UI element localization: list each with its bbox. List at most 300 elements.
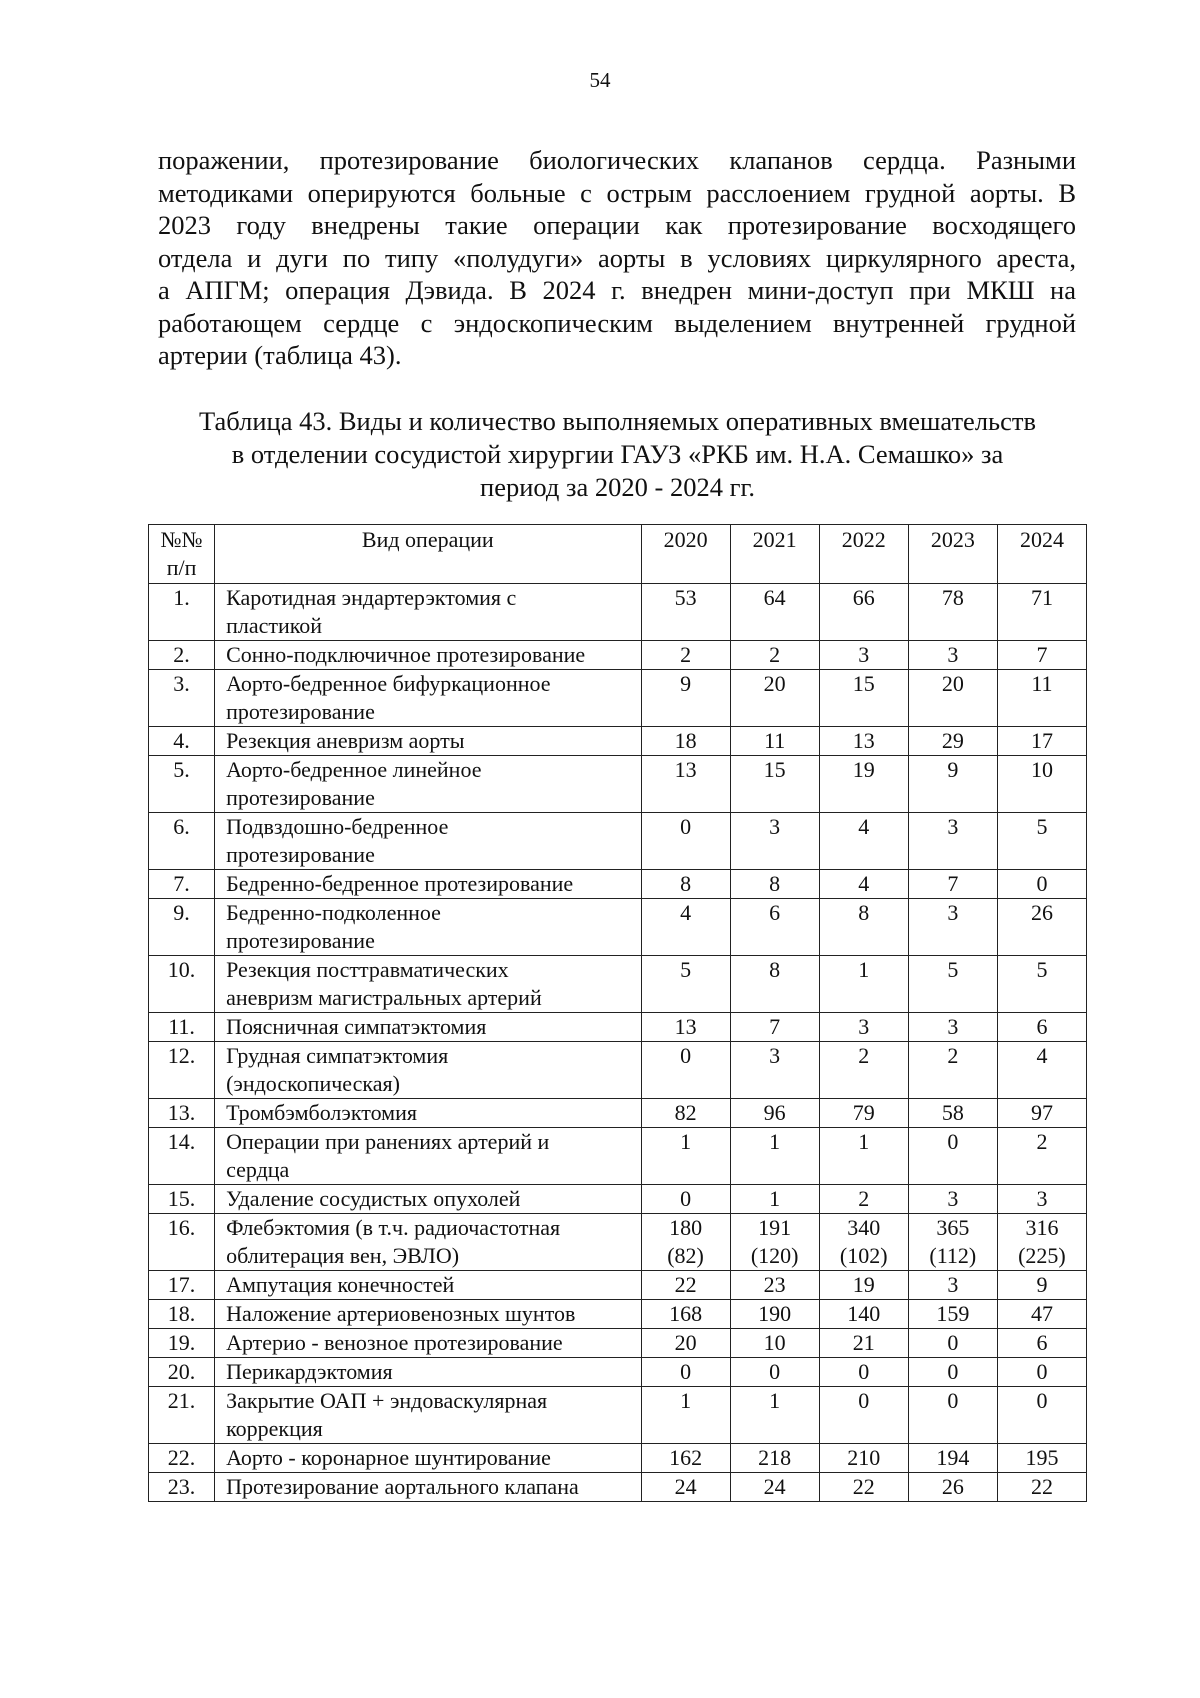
year-value-line: (120) [750, 1243, 799, 1268]
table-row [149, 1444, 1087, 1473]
year-value-line: 3 [947, 814, 959, 839]
operation-name-line: облитерация вен, ЭВЛО) [226, 1243, 460, 1268]
year-value-line: 1 [769, 1186, 781, 1211]
caption-line: в отделении сосудистой хирургии ГАУЗ «РКБ им. Н.А. Семашко» за [231, 439, 1004, 469]
operation-name-line: Резекция аневризм аорты [226, 728, 465, 753]
year-value-cell [819, 1013, 908, 1042]
header-year: 2020 [641, 525, 730, 584]
year-value-cell [819, 956, 908, 1013]
year-value-line: 3 [947, 642, 959, 667]
operation-name-cell [215, 1444, 641, 1473]
year-value-line: 78 [941, 585, 964, 610]
year-value-cell [641, 1358, 730, 1387]
operation-name-cell [215, 1185, 641, 1214]
year-value-line: 191 [758, 1215, 792, 1240]
year-value-cell [997, 1473, 1086, 1502]
year-value-cell [730, 1271, 819, 1300]
year-value-line: 9 [947, 757, 959, 782]
year-value-line: 26 [1030, 900, 1053, 925]
header-number-line: п/п [166, 555, 197, 580]
year-value-cell [819, 584, 908, 641]
year-value-cell [641, 1185, 730, 1214]
operation-name-line: Бедренно-подколенное [226, 900, 441, 925]
year-value-cell [908, 1042, 997, 1099]
table-row [149, 1013, 1087, 1042]
row-number-cell: 17. [149, 1271, 215, 1300]
year-value-cell [730, 813, 819, 870]
year-value-line: 2 [947, 1043, 959, 1068]
year-value-cell [819, 870, 908, 899]
year-value-cell [997, 1444, 1086, 1473]
operation-name-cell [215, 1387, 641, 1444]
year-value-line: 0 [680, 1359, 692, 1384]
year-value-cell [908, 1013, 997, 1042]
year-value-cell [908, 1358, 997, 1387]
row-number-cell: 3. [149, 670, 215, 727]
caption-line: период за 2020 - 2024 гг. [480, 472, 755, 502]
year-value-line: 96 [763, 1100, 786, 1125]
year-value-line: 66 [852, 585, 875, 610]
year-value-line: (225) [1018, 1243, 1066, 1268]
year-value-cell [997, 1042, 1086, 1099]
year-value-cell [908, 727, 997, 756]
year-value-cell [819, 641, 908, 670]
year-value-line: 316 [1025, 1215, 1059, 1240]
year-value-cell [819, 1329, 908, 1358]
year-value-line: 13 [852, 728, 875, 753]
year-value-line: 0 [1036, 1359, 1048, 1384]
year-value-line: 9 [680, 671, 692, 696]
row-number-cell: 1. [149, 584, 215, 641]
row-number-cell: 7. [149, 870, 215, 899]
year-value-line: 194 [936, 1445, 970, 1470]
table-row [149, 1329, 1087, 1358]
year-value-line: 17 [1030, 728, 1053, 753]
row-number-cell: 2. [149, 641, 215, 670]
year-value-cell [641, 727, 730, 756]
year-value-cell [819, 1099, 908, 1128]
row-number-cell: 11. [149, 1013, 215, 1042]
year-value-line: 1 [858, 957, 870, 982]
row-number-cell: 21. [149, 1387, 215, 1444]
table-row [149, 813, 1087, 870]
row-number-cell: 14. [149, 1128, 215, 1185]
year-value-line: 8 [769, 871, 781, 896]
year-value-cell [908, 584, 997, 641]
year-value-line: 22 [852, 1474, 875, 1499]
operation-name-line: протезирование [226, 842, 375, 867]
year-value-line: 3 [1036, 1186, 1048, 1211]
year-value-cell [908, 756, 997, 813]
year-value-line: 8 [858, 900, 870, 925]
year-value-cell [908, 1185, 997, 1214]
year-value-line: 13 [674, 757, 697, 782]
year-value-cell [908, 899, 997, 956]
year-value-line: 340 [847, 1215, 881, 1240]
operation-name-line: пластикой [226, 613, 323, 638]
table-row [149, 1300, 1087, 1329]
row-number-cell: 15. [149, 1185, 215, 1214]
year-value-line: 24 [763, 1474, 786, 1499]
year-value-cell [997, 1329, 1086, 1358]
year-value-line: 10 [763, 1330, 786, 1355]
year-value-cell [730, 1099, 819, 1128]
year-value-line: 8 [769, 957, 781, 982]
table-row [149, 1128, 1087, 1185]
operation-name-line: Тромбэмболэктомия [226, 1100, 417, 1125]
operation-name-line: протезирование [226, 785, 375, 810]
operation-name-line: коррекция [226, 1416, 323, 1441]
paragraph-line: отдела и дуги по типу «полудуги» аорты в условиях циркулярного ареста, [158, 242, 1076, 273]
year-value-cell [908, 956, 997, 1013]
year-value-cell [908, 1300, 997, 1329]
year-value-line: 9 [1036, 1272, 1048, 1297]
table-row [149, 1185, 1087, 1214]
year-value-cell [819, 1387, 908, 1444]
year-value-line: 64 [763, 585, 786, 610]
year-value-line: 0 [769, 1359, 781, 1384]
operation-name-cell [215, 899, 641, 956]
row-number-cell: 19. [149, 1329, 215, 1358]
year-value-line: 3 [769, 814, 781, 839]
year-value-cell [819, 1473, 908, 1502]
year-value-cell [908, 1444, 997, 1473]
year-value-line: 2 [680, 642, 692, 667]
year-value-cell [819, 670, 908, 727]
paragraph-line: артерии (таблица 43). [158, 340, 402, 370]
year-value-line: 365 [936, 1215, 970, 1240]
year-value-cell [819, 813, 908, 870]
operation-name-line: сердца [226, 1157, 290, 1182]
year-value-cell [997, 870, 1086, 899]
year-value-line: 5 [1036, 814, 1048, 839]
operation-name-line: Наложение артериовенозных шунтов [226, 1301, 576, 1326]
year-value-line: (82) [667, 1243, 704, 1268]
year-value-line: 1 [680, 1129, 692, 1154]
operation-name-line: Удаление сосудистых опухолей [226, 1186, 521, 1211]
table-row [149, 1042, 1087, 1099]
year-value-cell [997, 1099, 1086, 1128]
year-value-line: 0 [947, 1129, 959, 1154]
year-value-cell [997, 956, 1086, 1013]
year-value-cell [641, 641, 730, 670]
year-value-cell [819, 1358, 908, 1387]
year-value-cell [730, 641, 819, 670]
year-value-cell [730, 1300, 819, 1329]
table-row [149, 1214, 1087, 1271]
operation-name-cell [215, 727, 641, 756]
year-value-line: 140 [847, 1301, 881, 1326]
year-value-line: 15 [763, 757, 786, 782]
year-value-line: 162 [669, 1445, 703, 1470]
year-value-line: 195 [1025, 1445, 1059, 1470]
year-value-line: 82 [674, 1100, 697, 1125]
operation-name-line: Закрытие ОАП + эндоваскулярная [226, 1388, 548, 1413]
table-row [149, 727, 1087, 756]
year-value-cell [641, 1300, 730, 1329]
operation-name-line: аневризм магистральных артерий [226, 985, 542, 1010]
year-value-cell [730, 1042, 819, 1099]
year-value-line: 6 [1036, 1330, 1048, 1355]
year-value-line: 0 [947, 1388, 959, 1413]
year-value-line: 5 [680, 957, 692, 982]
operation-name-line: Подвздошно-бедренное [226, 814, 449, 839]
year-value-cell [730, 1329, 819, 1358]
year-value-cell [997, 813, 1086, 870]
operations-table [148, 524, 1087, 1502]
row-number-cell: 12. [149, 1042, 215, 1099]
year-value-line: 0 [680, 1043, 692, 1068]
year-value-line: 180 [669, 1215, 703, 1240]
year-value-cell [641, 813, 730, 870]
operation-name-cell [215, 1300, 641, 1329]
year-value-cell [641, 584, 730, 641]
operation-name-line: Поясничная симпатэктомия [226, 1014, 487, 1039]
year-value-line: 20 [674, 1330, 697, 1355]
year-value-cell [730, 1013, 819, 1042]
year-value-line: 18 [674, 728, 697, 753]
year-value-cell [908, 1387, 997, 1444]
year-value-cell [997, 1185, 1086, 1214]
year-value-cell [997, 1128, 1086, 1185]
year-value-cell [997, 1300, 1086, 1329]
year-value-line: 0 [858, 1388, 870, 1413]
year-value-line: 3 [947, 900, 959, 925]
year-value-line: 1 [769, 1129, 781, 1154]
year-value-line: 29 [941, 728, 964, 753]
header-year: 2022 [819, 525, 908, 584]
year-value-cell [819, 1444, 908, 1473]
year-value-line: 4 [1036, 1043, 1048, 1068]
year-value-line: (102) [839, 1243, 888, 1268]
year-value-line: 0 [858, 1359, 870, 1384]
operation-name-cell [215, 584, 641, 641]
year-value-line: 79 [852, 1100, 875, 1125]
year-value-line: 3 [947, 1272, 959, 1297]
year-value-cell [641, 899, 730, 956]
year-value-cell [997, 1358, 1086, 1387]
operation-name-cell [215, 1013, 641, 1042]
year-value-line: 4 [858, 871, 870, 896]
year-value-line: 3 [858, 1014, 870, 1039]
table-row [149, 870, 1087, 899]
row-number-cell: 13. [149, 1099, 215, 1128]
year-value-cell [641, 1099, 730, 1128]
header-year: 2024 [997, 525, 1086, 584]
year-value-cell [730, 1473, 819, 1502]
table-header [149, 525, 1087, 584]
year-value-line: 2 [769, 642, 781, 667]
year-value-line: 13 [674, 1014, 697, 1039]
header-number [149, 525, 215, 584]
year-value-line: 24 [674, 1474, 697, 1499]
table-row [149, 756, 1087, 813]
operation-name-cell [215, 1271, 641, 1300]
year-value-line: 0 [680, 814, 692, 839]
year-value-cell [997, 1013, 1086, 1042]
operation-name-cell [215, 756, 641, 813]
year-value-cell [908, 1128, 997, 1185]
paragraph-line: 2023 году внедрены такие операции как протезирование восходящего [158, 210, 1076, 240]
operation-name-cell [215, 813, 641, 870]
caption-line: Таблица 43. Виды и количество выполняемых оперативных вмешательств [199, 406, 1036, 436]
year-value-cell [908, 1473, 997, 1502]
year-value-line: 8 [680, 871, 692, 896]
operation-name-cell [215, 1329, 641, 1358]
year-value-line: 0 [947, 1359, 959, 1384]
year-value-line: (112) [929, 1243, 977, 1268]
operation-name-cell [215, 1099, 641, 1128]
row-number-cell: 16. [149, 1214, 215, 1271]
year-value-cell [641, 1444, 730, 1473]
year-value-cell [730, 1128, 819, 1185]
header-operation-type: Вид операции [215, 525, 641, 584]
year-value-cell [908, 813, 997, 870]
year-value-line: 3 [769, 1043, 781, 1068]
year-value-line: 7 [947, 871, 959, 896]
year-value-cell [819, 727, 908, 756]
year-value-line: 22 [674, 1272, 697, 1297]
year-value-cell [908, 1214, 997, 1271]
year-value-line: 5 [947, 957, 959, 982]
year-value-cell [730, 1444, 819, 1473]
operation-name-line: протезирование [226, 699, 375, 724]
operation-name-line: Аорто-бедренное линейное [226, 757, 482, 782]
header-row [149, 525, 1087, 584]
year-value-cell [908, 670, 997, 727]
table-row [149, 956, 1087, 1013]
year-value-cell [730, 870, 819, 899]
year-value-cell [997, 727, 1086, 756]
row-number-cell: 22. [149, 1444, 215, 1473]
year-value-cell [641, 956, 730, 1013]
table-row [149, 641, 1087, 670]
year-value-cell [819, 1128, 908, 1185]
operation-name-line: Ампутация конечностей [226, 1272, 455, 1297]
year-value-line: 15 [852, 671, 875, 696]
year-value-line: 11 [1031, 671, 1053, 696]
year-value-cell [730, 899, 819, 956]
operation-name-cell [215, 956, 641, 1013]
year-value-line: 168 [669, 1301, 703, 1326]
year-value-line: 23 [763, 1272, 786, 1297]
year-value-line: 11 [764, 728, 786, 753]
header-year: 2023 [908, 525, 997, 584]
year-value-cell [908, 870, 997, 899]
year-value-line: 19 [852, 1272, 875, 1297]
row-number-cell: 20. [149, 1358, 215, 1387]
year-value-cell [908, 641, 997, 670]
operation-name-line: Бедренно-бедренное протезирование [226, 871, 574, 896]
operation-name-cell [215, 641, 641, 670]
year-value-line: 3 [947, 1186, 959, 1211]
year-value-line: 26 [941, 1474, 964, 1499]
year-value-line: 20 [763, 671, 786, 696]
operation-name-line: Сонно-подключичное протезирование [226, 642, 586, 667]
operation-name-line: протезирование [226, 928, 375, 953]
year-value-cell [641, 1387, 730, 1444]
year-value-cell [908, 1099, 997, 1128]
page-number: 54 [589, 68, 611, 92]
year-value-cell [997, 584, 1086, 641]
year-value-cell [641, 1329, 730, 1358]
year-value-line: 7 [769, 1014, 781, 1039]
year-value-line: 97 [1030, 1100, 1053, 1125]
year-value-cell [730, 1214, 819, 1271]
table-row [149, 670, 1087, 727]
year-value-line: 53 [674, 585, 697, 610]
year-value-line: 2 [858, 1186, 870, 1211]
year-value-line: 0 [1036, 871, 1048, 896]
year-value-cell [641, 1473, 730, 1502]
year-value-line: 2 [858, 1043, 870, 1068]
year-value-line: 2 [1036, 1129, 1048, 1154]
year-value-line: 218 [758, 1445, 792, 1470]
table-row [149, 1099, 1087, 1128]
year-value-cell [819, 756, 908, 813]
year-value-line: 0 [680, 1186, 692, 1211]
table-row [149, 899, 1087, 956]
year-value-line: 190 [758, 1301, 792, 1326]
year-value-line: 5 [1036, 957, 1048, 982]
year-value-line: 159 [936, 1301, 970, 1326]
year-value-cell [730, 727, 819, 756]
year-value-cell [819, 1042, 908, 1099]
paragraph-line: а АПГМ; операция Дэвида. В 2024 г. внедрен мини-доступ при МКШ на [158, 275, 1076, 305]
header-number-line: №№ [160, 527, 203, 552]
operation-name-cell [215, 1358, 641, 1387]
year-value-cell [641, 670, 730, 727]
paragraph-line: методиками оперируются больные с острым расслоением грудной аорты. В [158, 177, 1076, 208]
year-value-line: 6 [769, 900, 781, 925]
year-value-line: 1 [858, 1129, 870, 1154]
operation-name-line: Аорто - коронарное шунтирование [226, 1445, 551, 1470]
year-value-cell [641, 1013, 730, 1042]
year-value-cell [730, 1387, 819, 1444]
operation-name-line: Аорто-бедренное бифуркационное [226, 671, 551, 696]
operation-name-line: Резекция посттравматических [226, 957, 509, 982]
year-value-cell [997, 899, 1086, 956]
table-body [149, 584, 1087, 1502]
row-number-cell: 18. [149, 1300, 215, 1329]
table-row [149, 1358, 1087, 1387]
year-value-line: 1 [769, 1388, 781, 1413]
table-row [149, 1473, 1087, 1502]
year-value-cell [641, 1271, 730, 1300]
table-row [149, 1387, 1087, 1444]
year-value-line: 22 [1030, 1474, 1053, 1499]
year-value-cell [819, 899, 908, 956]
operation-name-line: Протезирование аортального клапана [226, 1474, 579, 1499]
operation-name-line: Операции при ранениях артерий и [226, 1129, 550, 1154]
year-value-cell [997, 756, 1086, 813]
year-value-cell [730, 584, 819, 641]
operation-name-line: Грудная симпатэктомия [226, 1043, 449, 1068]
year-value-line: 210 [847, 1445, 881, 1470]
year-value-cell [641, 870, 730, 899]
paragraph-line: работающем сердце с эндоскопическим выделением внутренней грудной [158, 307, 1076, 338]
operation-name-cell [215, 1214, 641, 1271]
year-value-cell [997, 641, 1086, 670]
year-value-line: 7 [1036, 642, 1048, 667]
year-value-cell [641, 1042, 730, 1099]
row-number-cell: 6. [149, 813, 215, 870]
year-value-line: 0 [947, 1330, 959, 1355]
year-value-line: 10 [1030, 757, 1053, 782]
operation-name-line: Перикардэктомия [226, 1359, 393, 1384]
year-value-cell [819, 1214, 908, 1271]
operation-name-line: Флебэктомия (в т.ч. радиочастотная [226, 1215, 561, 1240]
